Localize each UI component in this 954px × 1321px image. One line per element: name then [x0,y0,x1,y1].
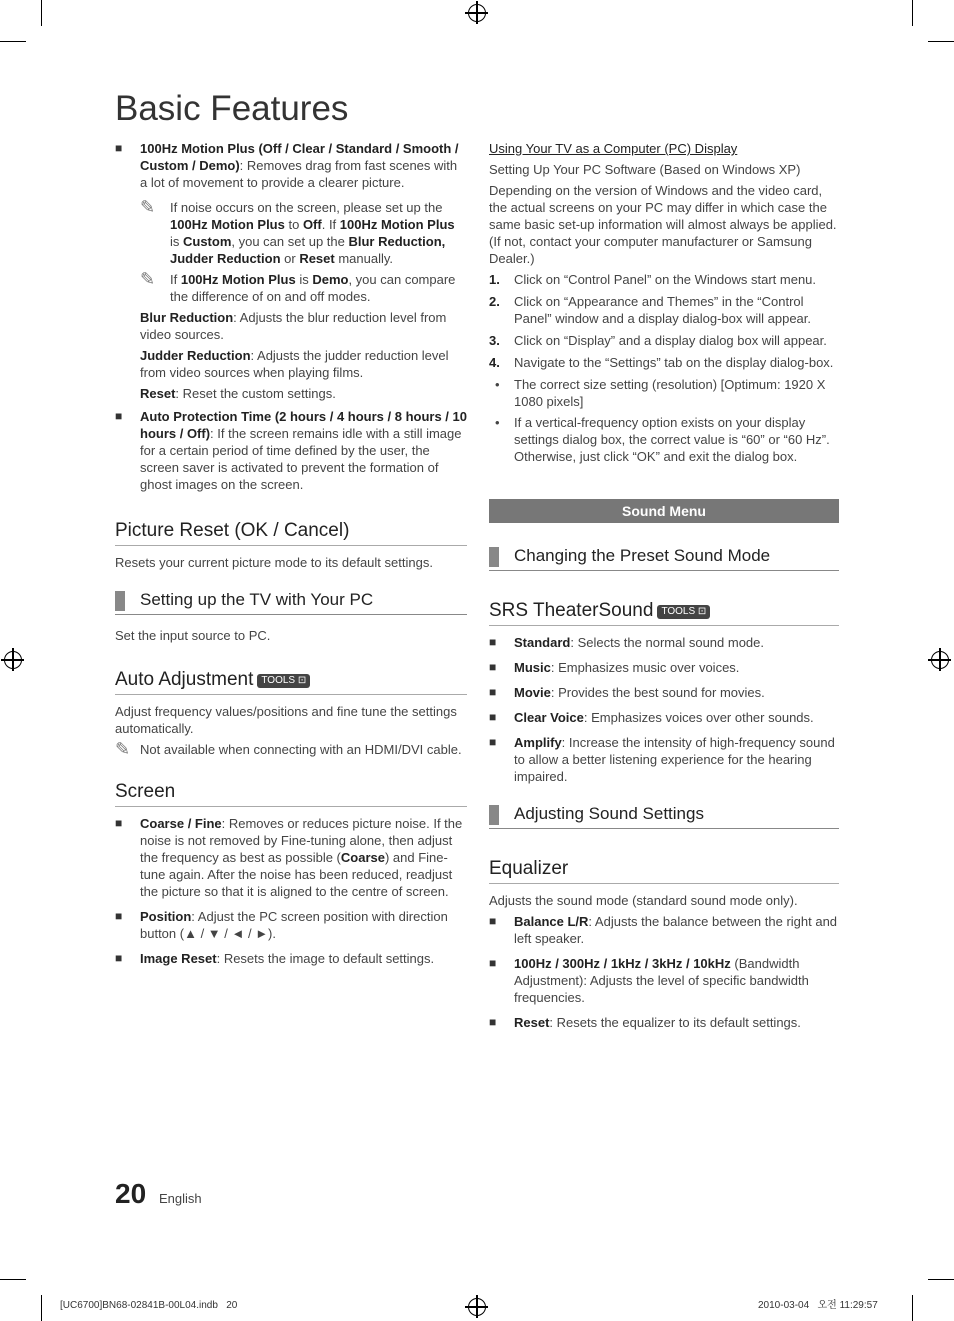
crop-mark [41,0,42,26]
bullet-dot-icon: • [495,377,500,392]
section-heading: SRS TheaterSound TOOLS ⊡ [489,599,839,626]
subsection-heading: Setting up the TV with Your PC [115,589,467,615]
list-item: 3. Click on “Display” and a display dialog box will appear. [489,333,827,348]
crop-mark [928,1279,954,1280]
sub-item-reset: Reset: Reset the custom settings. [140,386,336,401]
pc-software-line: Setting Up Your PC Software (Based on Windows XP) [489,162,801,177]
crop-mark [912,0,913,26]
list-item: 2. Click on “Appearance and Themes” in the “Control Panel” window and a display dialog-box will appear. [489,294,812,326]
list-item: 4. Navigate to the “Settings” tab on the display dialog-box. [489,355,834,370]
tools-badge: TOOLS ⊡ [257,674,310,688]
section-heading: Equalizer [489,857,839,884]
crop-mark [928,41,954,42]
subsection-heading: Changing the Preset Sound Mode [489,545,839,571]
registration-mark-icon [931,651,949,669]
crop-mark [0,41,26,42]
tools-badge: TOOLS ⊡ [657,605,710,619]
sub-item-blur: Blur Reduction: Adjusts the blur reduction level from video sources. [140,310,447,342]
list-item: ■ Amplify: Increase the intensity of high-frequency sound to allow a better listening experience for the hearing impaired. [489,735,835,784]
crop-mark [41,1295,42,1321]
list-item: ■ Standard: Selects the normal sound mode. [489,635,765,650]
bullet-square-icon: ■ [489,660,497,674]
list-item: ■ Clear Voice: Emphasizes voices over other sounds. [489,710,814,725]
right-column [489,140,839,1039]
list-item: ■ Auto Protection Time (2 hours / 4 hours / 8 hours / 10 hours / Off): If the screen remains idle with a still image for a certain period of time defined by the user, the screen saver is activated to prevent the formation of ghost images on the screen. [115,409,467,492]
list-item: ■ Reset: Resets the equalizer to its default settings. [489,1015,801,1030]
note: ✎ If 100Hz Motion Plus is Demo, you can compare the difference of on and off modes. [140,269,456,304]
bullet-square-icon: ■ [489,914,497,928]
page-title: Basic Features [115,89,349,128]
bullet-square-icon: ■ [489,735,497,749]
section-text: Adjust frequency values/positions and fine tune the settings automatically. [115,704,457,736]
bullet-square-icon: ■ [489,710,497,724]
bullet-square-icon: ■ [489,685,497,699]
steps-list [489,271,839,371]
pc-intro-text: Depending on the version of Windows and the video card, the actual screens on your PC may differ in which case the same basic set-up information will almost always be applied. (If not, contact your computer manufacturer or Samsung Dealer.) [489,183,837,266]
list-item: • The correct size setting (resolution) [Optimum: 1920 X 1080 pixels] [495,377,826,409]
subheading-pc-display: Using Your TV as a Computer (PC) Display [489,141,738,156]
section-heading: Screen [115,780,467,807]
heading-bar [489,805,499,825]
bullet-square-icon: ■ [489,635,497,649]
section-text: Resets your current picture mode to its default settings. [115,555,433,570]
sub-item-judder: Judder Reduction: Adjusts the judder reduction level from video sources when playing films. [140,348,449,380]
section-heading: Auto Adjustment TOOLS ⊡ [115,668,467,695]
subsection-heading: Adjusting Sound Settings [489,803,839,829]
bullet-square-icon: ■ [489,956,497,970]
bullet-square-icon: ■ [115,141,123,155]
sound-menu-banner: Sound Menu [489,499,839,523]
list-item: 1. Click on “Control Panel” on the Windows start menu. [489,272,817,287]
heading-bar [489,547,499,567]
page-number: 20 [115,1178,147,1209]
list-item: • If a vertical-frequency option exists on your display settings dialog box, the correct value is “60” or “60 Hz”. Otherwise, just click “OK” and exit the dialog box. [495,415,830,464]
heading-bar [115,591,125,611]
list-item: ■ Balance L/R: Adjusts the balance between the right and left speaker. [489,914,838,946]
note: ✎ If noise occurs on the screen, please set up the 100Hz Motion Plus to Off. If 100Hz Motion Plus is Custom, you can set up the Blur Reduction, Judder Reduction or Reset manually. [140,197,455,266]
page-language: English [159,1191,202,1206]
bullet-square-icon: ■ [115,951,123,965]
note-pencil-icon: ✎ [115,739,131,759]
note: ✎ Not available when connecting with an HDMI/DVI cable. [115,739,462,759]
section-text: Set the input source to PC. [115,628,271,643]
note-pencil-icon: ✎ [140,197,156,217]
list-item: ■ Coarse / Fine: Removes or reduces picture noise. If the noise is not removed by Fine-tuning alone, then adjust the frequency as best as possible (Coarse) and Fine-tune again. After the noise has been reduced, readjust the picture so that it is aligned to the centre of screen. [115,816,463,899]
list-item: ■ 100Hz Motion Plus (Off / Clear / Standard / Smooth / Custom / Demo): Removes drag from fast scenes with a lot of movement to provide a clearer picture. [115,141,459,190]
bullet-square-icon: ■ [489,1015,497,1029]
bullet-square-icon: ■ [115,909,123,923]
list-item: ■ Music: Emphasizes music over voices. [489,660,740,675]
crop-mark [912,1295,913,1321]
list-item: ■ 100Hz / 300Hz / 1kHz / 3kHz / 10kHz (Bandwidth Adjustment): Adjusts the level of specific bandwidth frequencies. [489,956,809,1005]
crop-mark [0,1279,26,1280]
bullet-square-icon: ■ [115,816,123,830]
list-item: ■ Image Reset: Resets the image to default settings. [115,951,435,966]
list-item: ■ Position: Adjust the PC screen position with direction button (▲ / ▼ / ◄ / ►). [115,909,448,941]
bullet-dot-icon: • [495,415,500,430]
bullet-square-icon: ■ [115,409,123,423]
section-heading: Picture Reset (OK / Cancel) [115,519,467,546]
registration-mark-icon [468,4,486,22]
registration-mark-icon [468,1298,486,1316]
note-pencil-icon: ✎ [140,269,156,289]
section-text: Adjusts the sound mode (standard sound mode only). [489,893,798,908]
file-info: [UC6700]BN68-02841B-00L04.indb 20 [60,1300,238,1311]
print-timestamp: 2010-03-04 오전 11:29:57 [758,1300,878,1311]
registration-mark-icon [4,651,22,669]
list-item: ■ Movie: Provides the best sound for movies. [489,685,765,700]
left-column [115,140,467,975]
